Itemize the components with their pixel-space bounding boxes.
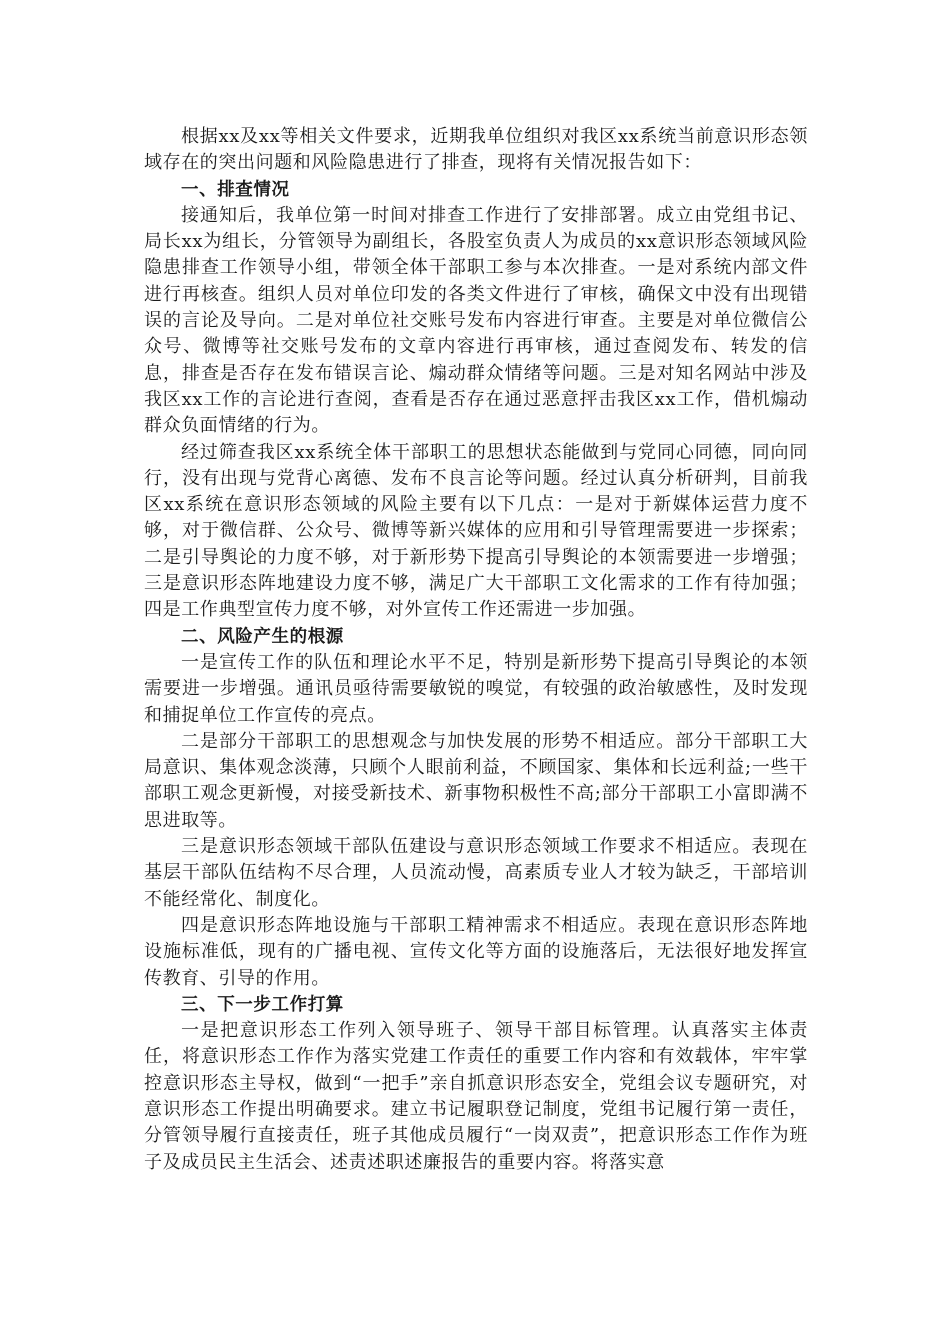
section3-paragraph-1: 一是把意识形态工作列入领导班子、领导干部目标管理。认真落实主体责任，将意识形态工作作为落实党建工作责任的重要工作内容和有效载体，牢牢掌控意识形态主导权，做到“一把手”亲自抓意识形态安全，党组会议专题研究，对意识形态工作提出明确要求。建立书记履职登记制度，党组书记履行第一责任，分管领导履行直接责任，班子其他成员履行“一岗双责”，把意识形态工作作为班子及成员民主生活会、述责述职述廉报告的重要内容。将落实意 <box>144 1020 808 1173</box>
section2-paragraph-4: 四是意识形态阵地设施与干部职工精神需求不相适应。表现在意识形态阵地设施标准低，现有的广播电视、宣传文化等方面的设施落后，无法很好地发挥宣传教育、引导的作用。 <box>144 914 808 989</box>
document-page <box>144 124 808 1176</box>
section1-paragraph-1: 接通知后，我单位第一时间对排查工作进行了安排部署。成立由党组书记、局长xx为组长，分管领导为副组长，各股室负责人为成员的xx意识形态领域风险隐患排查工作领导小组，带领全体干部职工参与本次排查。一是对系统内部文件进行再核查。组织人员对单位印发的各类文件进行了审核，确保文中没有出现错误的言论及导向。二是对单位社交账号发布内容进行审查。主要是对单位微信公众号、微博等社交账号发布的文章内容进行再审核，通过查阅发布、转发的信息，排查是否存在发布错误言论、煽动群众情绪等问题。三是对知名网站中涉及我区xx工作的言论进行查阅，查看是否存在通过恶意抨击我区xx工作，借机煽动群众负面情绪的行为。 <box>144 204 808 437</box>
section1-paragraph-2: 经过筛查我区xx系统全体干部职工的思想状态能做到与党同心同德，同向同行，没有出现与党背心离德、发布不良言论等问题。经过认真分析研判，目前我区xx系统在意识形态领域的风险主要有以下几点：一是对于新媒体运营力度不够，对于微信群、公众号、微博等新兴媒体的应用和引导管理需要进一步探索；二是引导舆论的力度不够，对于新形势下提高引导舆论的本领需要进一步增强；三是意识形态阵地建设力度不够，满足广大干部职工文化需求的工作有待加强；四是工作典型宣传力度不够，对外宣传工作还需进一步加强。 <box>144 441 808 621</box>
intro-paragraph: 根据xx及xx等相关文件要求，近期我单位组织对我区xx系统当前意识形态领域存在的突出问题和风险隐患进行了排查，现将有关情况报告如下： <box>144 126 808 174</box>
section2-paragraph-1: 一是宣传工作的队伍和理论水平不足，特别是新形势下提高引导舆论的本领需要进一步增强。通讯员亟待需要敏锐的嗅觉，有较强的政治敏感性，及时发现和捕捉单位工作宣传的亮点。 <box>144 651 808 726</box>
section-heading-2: 二、风险产生的根源 <box>181 626 344 647</box>
section2-paragraph-2: 二是部分干部职工的思想观念与加快发展的形势不相适应。部分干部职工大局意识、集体观念淡薄，只顾个人眼前利益，不顾国家、集体和长远利益;一些干部职工观念更新慢，对接受新技术、新事物积极性不高;部分干部职工小富即满不思进取等。 <box>144 730 808 831</box>
section-heading-1: 一、排查情况 <box>181 179 290 200</box>
section-heading-3: 三、下一步工作打算 <box>181 994 344 1015</box>
section2-paragraph-3: 三是意识形态领域干部队伍建设与意识形态领域工作要求不相适应。表现在基层干部队伍结构不尽合理，人员流动慢，高素质专业人才较为缺乏，干部培训不能经常化、制度化。 <box>144 836 808 910</box>
